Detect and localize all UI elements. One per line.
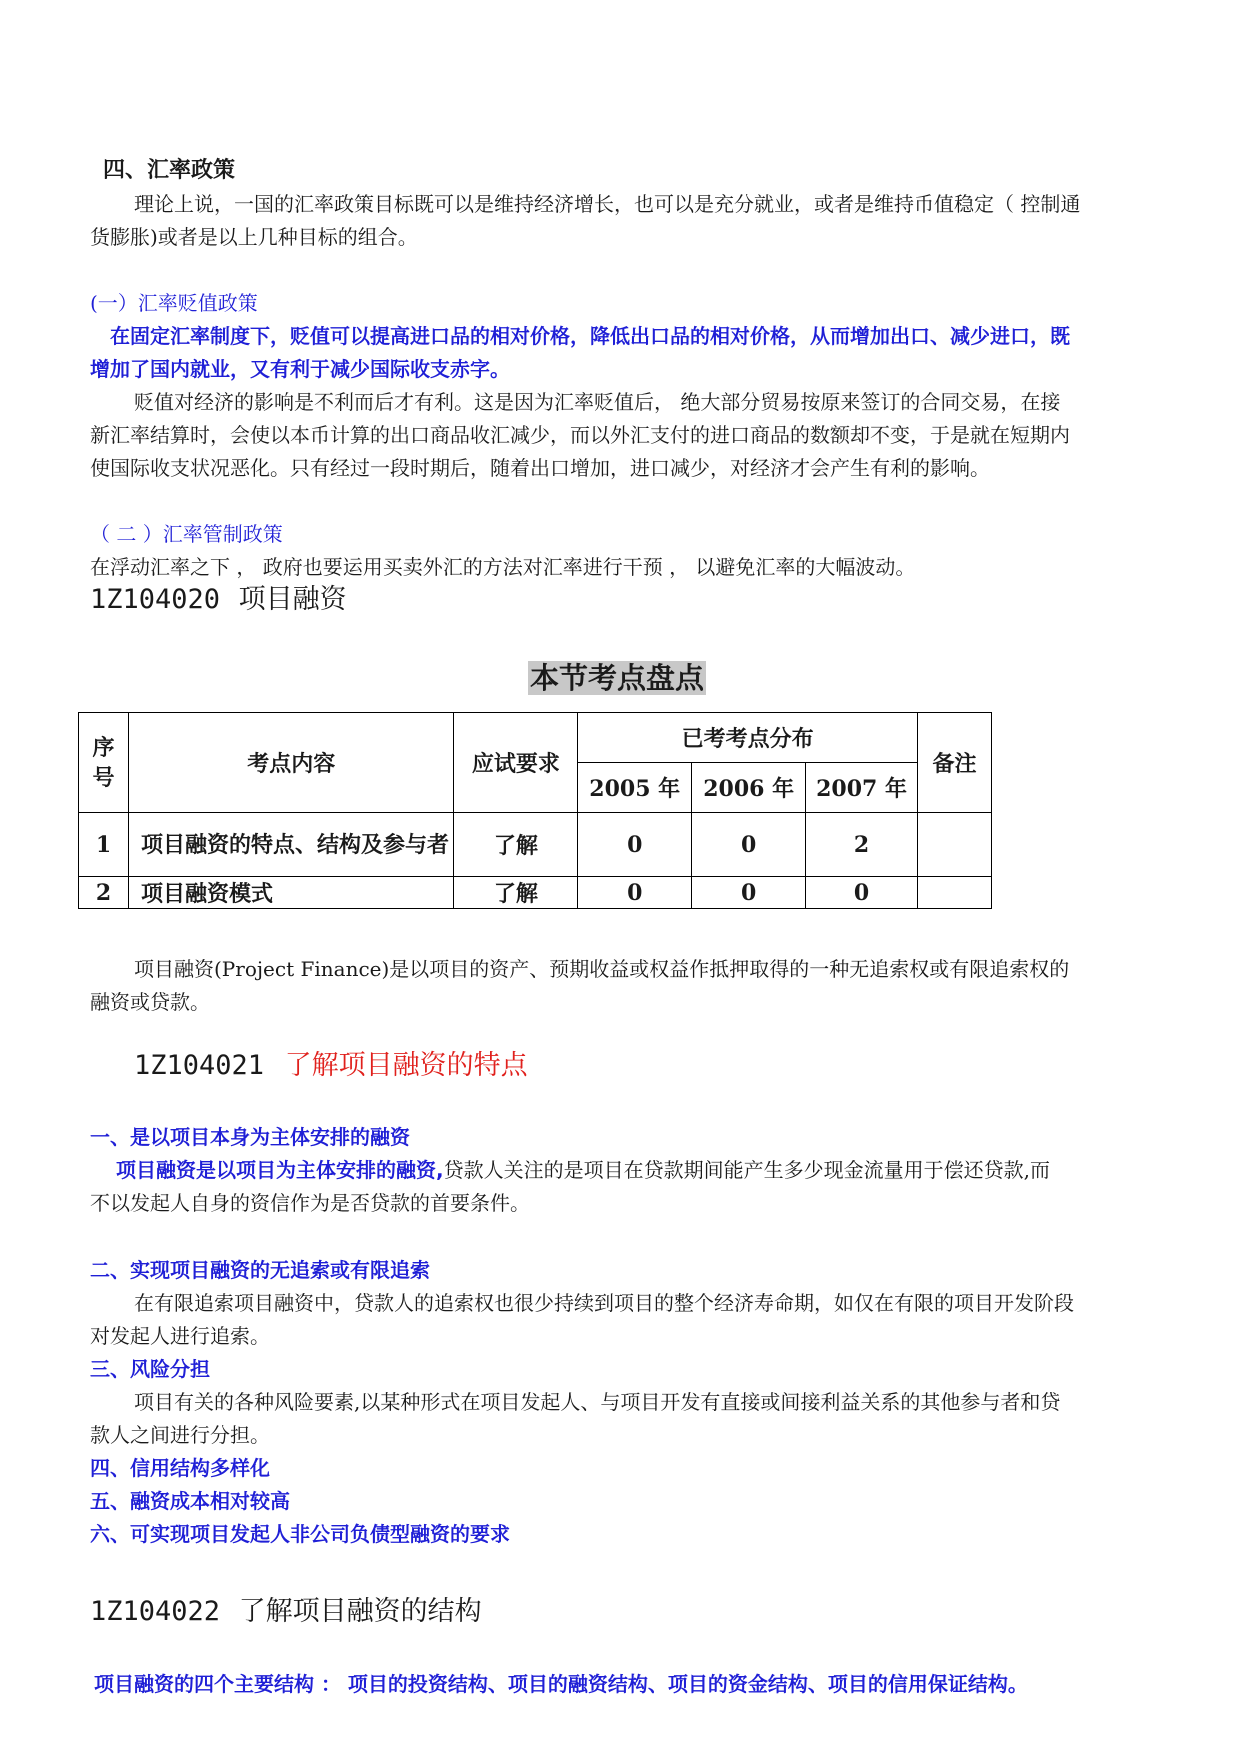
paragraph-line: 在浮动汇率之下 ， 政府也要运用买卖外汇的方法对汇率进行干预 ， 以避免汇率的大幅波动。: [90, 555, 916, 579]
paragraph-line: 理论上说，一国的汇率政策目标既可以是维持经济增长，也可以是充分就业，或者是维持币值稳定（ 控制通: [134, 192, 1081, 216]
cell-content: 项目融资的特点、结构及参与者: [128, 813, 454, 877]
cell-value: 0: [578, 813, 692, 877]
header-note: 备注: [918, 713, 992, 813]
paragraph-line: 项目融资(Project Finance)是以项目的资产、预期收益或权益作抵押取得的一种无追索权或有限追索权的: [134, 957, 1070, 981]
paragraph-text: 贷款人关注的是项目在贷款期间能产生多少现金流量用于偿还贷款,而: [443, 1158, 1050, 1182]
paragraph-line: 项目有关的各种风险要素,以某种形式在项目发起人、与项目开发有直接或间接利益关系的其他参与者和贷: [134, 1390, 1061, 1414]
header-year: 2007 年: [806, 763, 918, 813]
feature-heading: 五、融资成本相对较高: [90, 1489, 290, 1513]
section-code: 1Z104020: [90, 584, 221, 615]
section-heading-features: [134, 1046, 1204, 1086]
paragraph-line: 融资或贷款。: [90, 990, 210, 1014]
bold-key-point: 增加了国内就业，又有利于减少国际收支赤字。: [90, 357, 510, 381]
section-title: 了解项目融资的特点: [284, 1050, 528, 1081]
feature-heading: 二、实现项目融资的无追索或有限追索: [90, 1258, 430, 1282]
table-row: [79, 877, 992, 909]
paragraph-line: 不以发起人自身的资信作为是否贷款的首要条件。: [90, 1191, 530, 1215]
paragraph-line: 使国际收支状况恶化。只有经过一段时期后，随着出口增加，进口减少，对经济才会产生有利的影响。: [90, 456, 990, 480]
cell-value: 0: [806, 877, 918, 909]
cell-requirement: 了解: [454, 877, 578, 909]
header-requirement: 应试要求: [454, 713, 578, 813]
cell-value: 2: [806, 813, 918, 877]
paragraph-line: 贬值对经济的影响是不利而后才有利。这是因为汇率贬值后， 绝大部分贸易按原来签订的合同交易，在接: [134, 390, 1061, 414]
section-code: 1Z104022: [90, 1596, 221, 1627]
feature-heading: 六、可实现项目发起人非公司负债型融资的要求: [90, 1522, 510, 1546]
header-seq: 序号: [79, 713, 129, 813]
cell-value: 0: [692, 877, 806, 909]
exam-points-table: [78, 712, 992, 909]
cell-note: [918, 877, 992, 909]
feature-heading: 三、风险分担: [90, 1357, 210, 1381]
paragraph-line: 新汇率结算时，会使以本币计算的出口商品收汇减少，而以外汇支付的进口商品的数额却不变，于是就在短期内: [90, 423, 1070, 447]
section-title: 了解项目融资的结构: [238, 1596, 482, 1627]
feature-heading: 一、是以项目本身为主体安排的融资: [90, 1125, 410, 1149]
bold-key-point: 项目融资是以项目为主体安排的融资,: [116, 1158, 444, 1182]
header-content: 考点内容: [128, 713, 454, 813]
section-code: 1Z104021: [134, 1050, 265, 1081]
cell-note: [918, 813, 992, 877]
paragraph-line: [116, 1154, 1186, 1187]
paragraph-line: 货膨胀)或者是以上几种目标的组合。: [90, 225, 418, 249]
cell-seq: 2: [79, 877, 129, 909]
section-heading-exchange-rate-policy: 四、汇率政策: [103, 158, 236, 183]
bold-key-point: 在固定汇率制度下，贬值可以提高进口品的相对价格，降低出口品的相对价格，从而增加出口、减少进口，既: [110, 324, 1070, 348]
cell-seq: 1: [79, 813, 129, 877]
cell-content: 项目融资模式: [128, 877, 454, 909]
cell-value: 0: [578, 877, 692, 909]
table-caption-text: 本节考点盘点: [530, 661, 705, 695]
paragraph-line: 对发起人进行追索。: [90, 1324, 270, 1348]
header-distribution: 已考考点分布: [578, 713, 918, 763]
table-row: [79, 813, 992, 877]
table-caption: [528, 658, 706, 698]
structure-summary: 项目融资的四个主要结构 ： 项目的投资结构、项目的融资结构、项目的资金结构、项目的信用保证结构。: [94, 1672, 1028, 1696]
section-title: 项目融资: [238, 584, 347, 615]
feature-heading: 四、信用结构多样化: [90, 1456, 270, 1480]
section-heading-project-finance: [90, 580, 1160, 620]
header-year: 2005 年: [578, 763, 692, 813]
cell-requirement: 了解: [454, 813, 578, 877]
paragraph-line: 在有限追索项目融资中，贷款人的追索权也很少持续到项目的整个经济寿命期，如仅在有限的项目开发阶段: [134, 1291, 1074, 1315]
paragraph-line: 款人之间进行分担。: [90, 1423, 270, 1447]
subheading-devaluation-policy: (一）汇率贬值政策: [90, 291, 258, 315]
section-heading-structure: [90, 1592, 1160, 1632]
subheading-exchange-control-policy: （ 二 ）汇率管制政策: [90, 522, 283, 546]
cell-value: 0: [692, 813, 806, 877]
header-year: 2006 年: [692, 763, 806, 813]
